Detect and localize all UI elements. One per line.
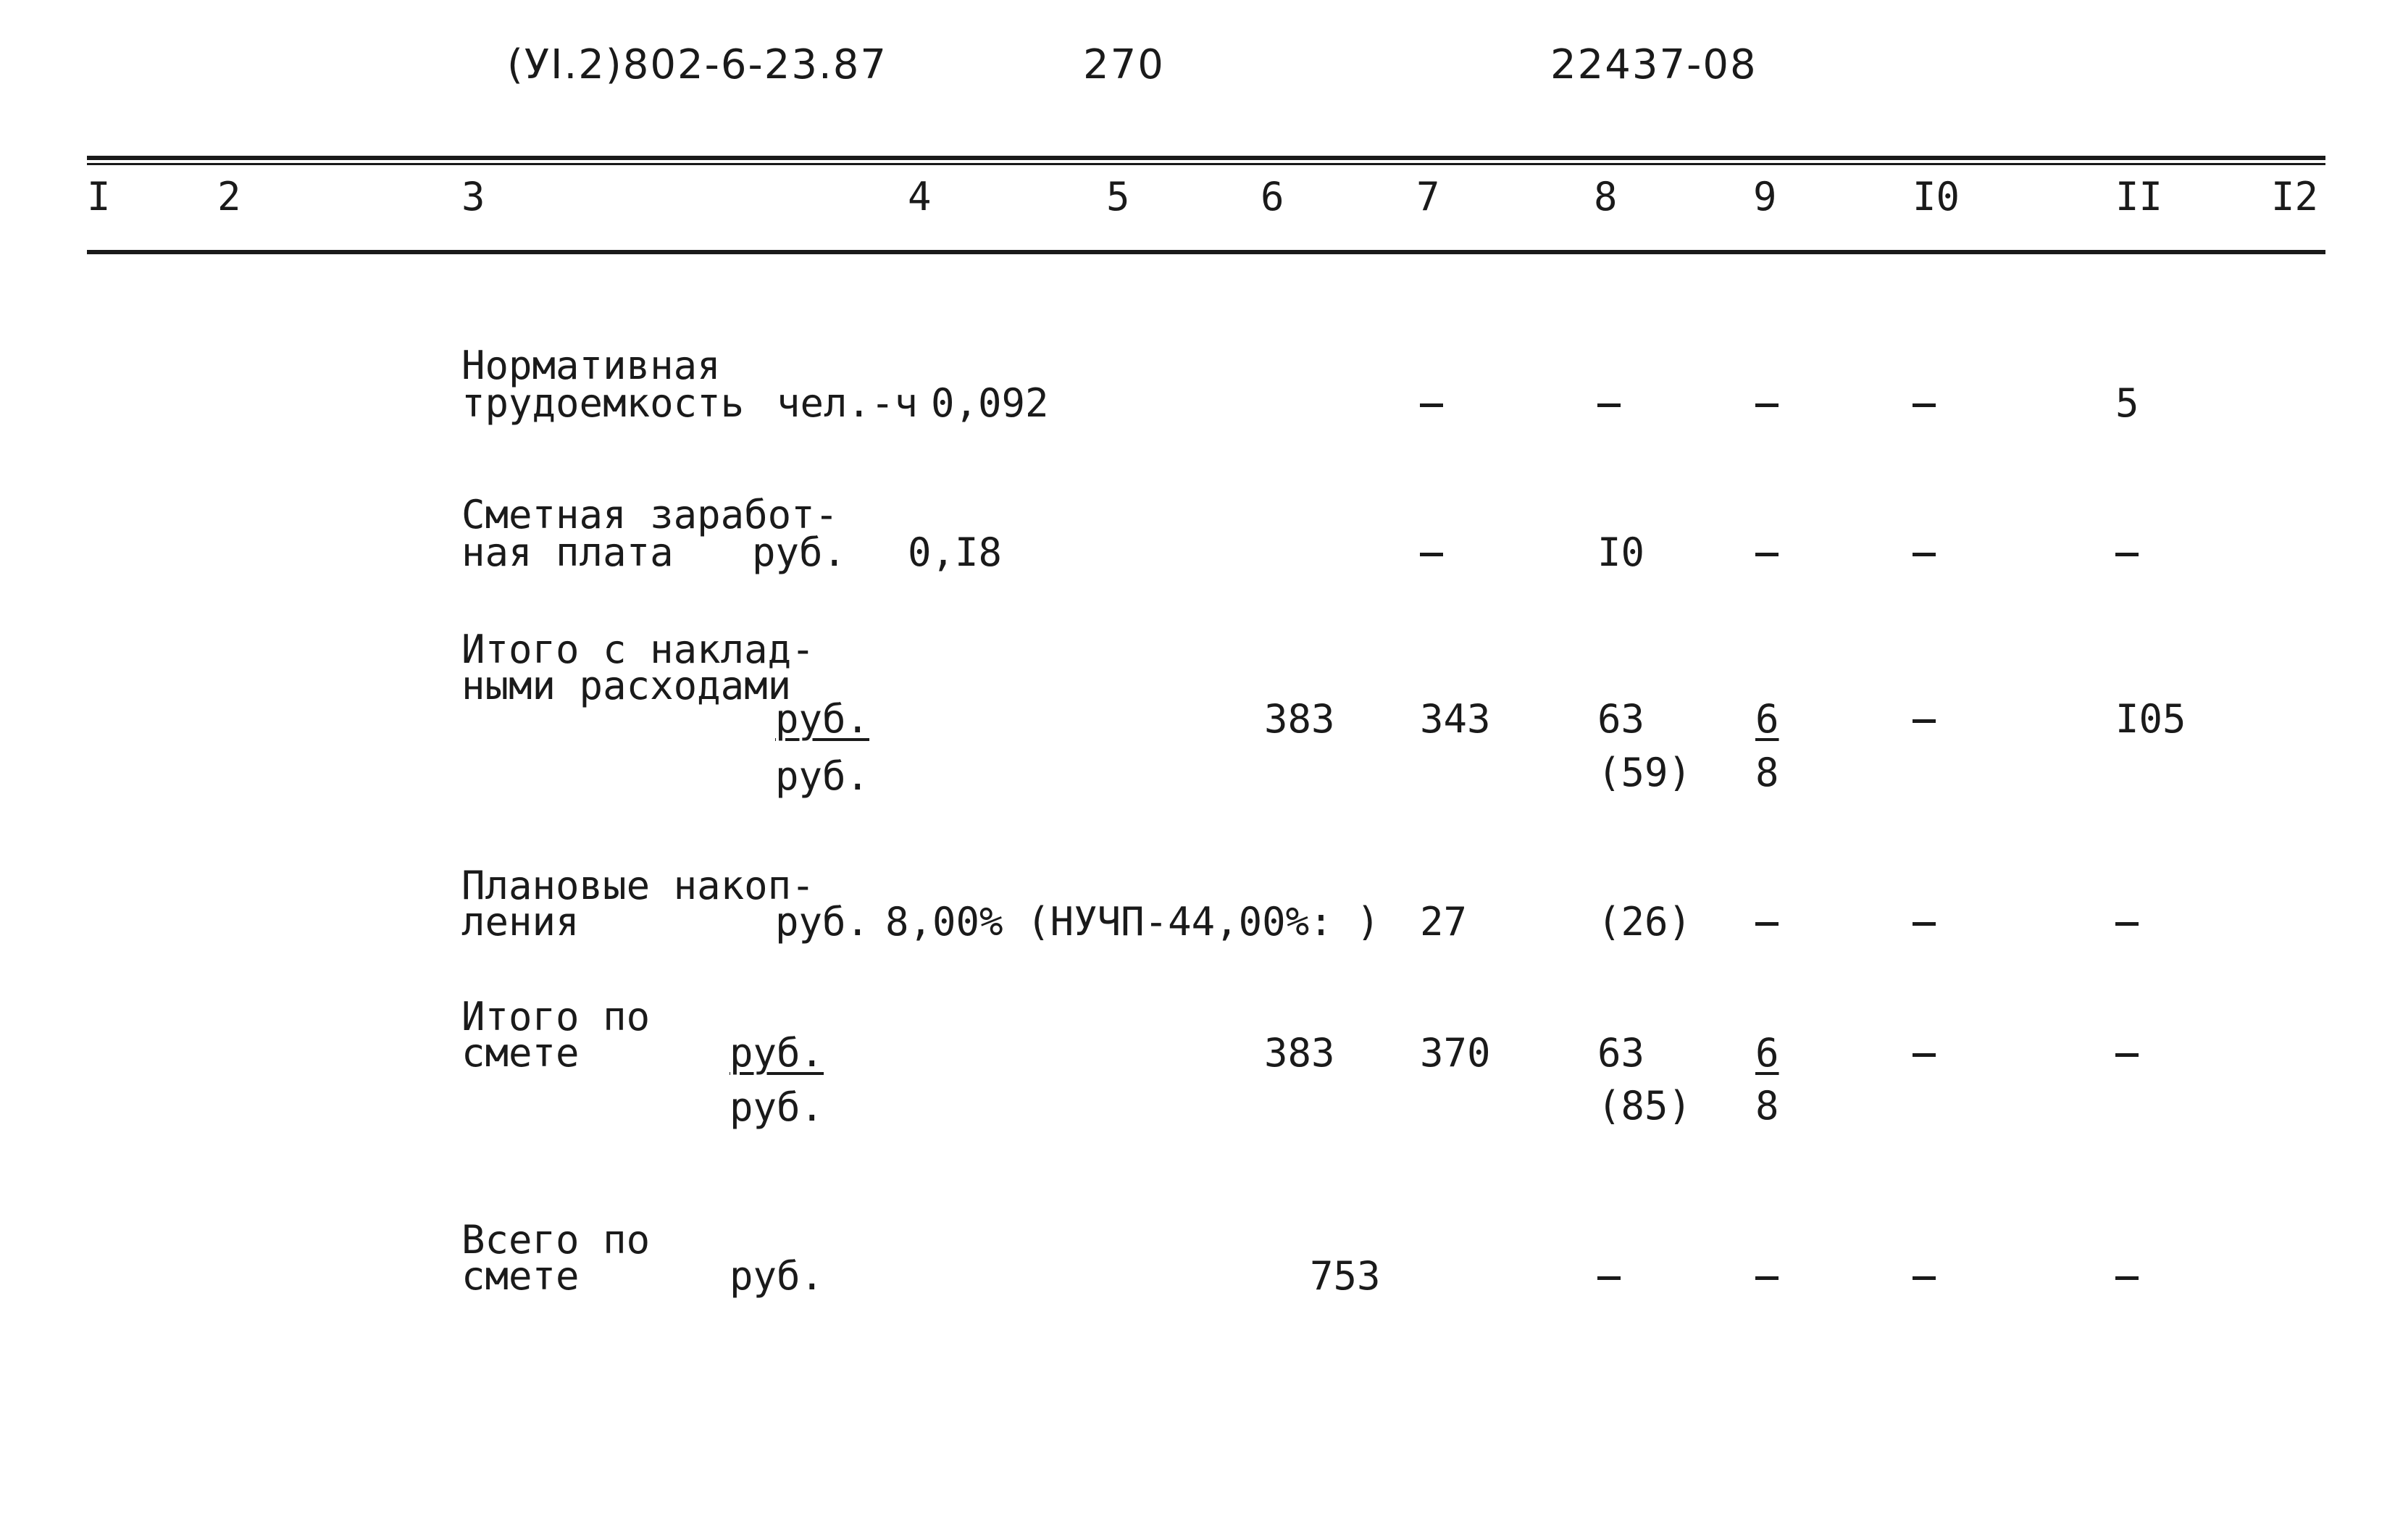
overhead-col9-bottom: 8 (1755, 750, 1779, 795)
overhead-col8-bottom: (59) (1597, 750, 1692, 795)
planned-col9-dash (1755, 922, 1779, 926)
planned-col7: 27 (1420, 899, 1468, 945)
planned-col10-dash (1913, 922, 1936, 926)
labor-unit: чел.-ч (777, 380, 919, 426)
estimate-total-col9-bottom: 8 (1755, 1083, 1779, 1129)
grand-total-label-line1: Всего по (461, 1217, 651, 1263)
estimate-total-col7: 370 (1420, 1030, 1491, 1076)
estimate-total-col8-bottom: (85) (1597, 1083, 1692, 1129)
estimate-total-label-line1: Итого по (461, 994, 651, 1039)
wages-col8: I0 (1597, 530, 1645, 575)
wages-value: 0,I8 (908, 530, 1003, 575)
labor-value: 0,092 (931, 380, 1049, 426)
planned-label-line2: ления (461, 899, 580, 945)
top-rule (87, 156, 2325, 160)
estimate-total-col8-top: 63 (1597, 1030, 1645, 1076)
column-header-4: 4 (908, 174, 932, 219)
labor-col9-dash (1755, 403, 1779, 407)
grand-total-col11-dash (2115, 1276, 2139, 1280)
estimate-total-col9-top: 6 (1755, 1030, 1779, 1076)
header-bottom-rule (87, 250, 2325, 254)
estimate-total-label-line2: смете (461, 1030, 580, 1076)
overhead-col7: 343 (1420, 696, 1491, 742)
planned-rate: 8,00% (НУЧП-44,00%: ) (885, 899, 1380, 945)
column-header-9: 9 (1753, 174, 1777, 219)
grand-total-label-line2: смете (461, 1253, 580, 1299)
estimate-total-col10-dash (1913, 1053, 1936, 1057)
estimate-total-unit-top: руб. (730, 1030, 824, 1076)
grand-total-col9-dash (1755, 1276, 1779, 1280)
wages-col9-dash (1755, 553, 1779, 556)
overhead-label-line1: Итого с наклад- (461, 627, 815, 672)
column-header-12: I2 (2271, 174, 2319, 219)
column-header-7: 7 (1416, 174, 1440, 219)
column-header-10: I0 (1913, 174, 1960, 219)
planned-col8: (26) (1597, 899, 1692, 945)
overhead-col6: 383 (1264, 696, 1335, 742)
wages-col11-dash (2115, 553, 2139, 556)
labor-label-line1: Нормативная (461, 343, 721, 388)
wages-label-line2: ная плата (461, 530, 674, 575)
top-rule-inner (87, 163, 2325, 165)
wages-col7-dash (1420, 553, 1443, 556)
page-number: 270 (1083, 41, 1165, 88)
column-header-11: II (2115, 174, 2163, 219)
overhead-unit-bottom: руб. (775, 753, 870, 799)
labor-col8-dash (1597, 403, 1621, 407)
labor-label-line2: трудоемкость (461, 380, 745, 426)
overhead-col11: I05 (2115, 696, 2186, 742)
grand-total-value: 753 (1310, 1253, 1381, 1299)
column-header-3: 3 (461, 174, 485, 219)
labor-col10-dash (1913, 403, 1936, 407)
wages-unit: руб. (752, 530, 847, 575)
sheet-code: 22437-08 (1550, 41, 1757, 88)
column-header-8: 8 (1594, 174, 1618, 219)
planned-unit: руб. (775, 899, 870, 945)
estimate-total-col11-dash (2115, 1053, 2139, 1057)
document-code: (УI.2)802-6-23.87 (507, 41, 888, 88)
column-header-2: 2 (217, 174, 241, 219)
overhead-col8-top: 63 (1597, 696, 1645, 742)
estimate-total-col6: 383 (1264, 1030, 1335, 1076)
planned-label-line1: Плановые накоп- (461, 863, 815, 908)
planned-col11-dash (2115, 922, 2139, 926)
wages-col10-dash (1913, 553, 1936, 556)
grand-total-col10-dash (1913, 1276, 1936, 1280)
column-header-5: 5 (1106, 174, 1130, 219)
grand-total-col8-dash (1597, 1276, 1621, 1280)
overhead-label-line2: ными расходами (461, 663, 792, 708)
column-header-1: I (87, 174, 111, 219)
overhead-col10-dash (1913, 719, 1936, 723)
column-header-6: 6 (1261, 174, 1284, 219)
overhead-col9-top: 6 (1755, 696, 1779, 742)
overhead-unit-top: руб. (775, 696, 870, 742)
labor-col11: 5 (2115, 380, 2139, 426)
estimate-total-unit-bottom: руб. (730, 1084, 824, 1130)
grand-total-unit: руб. (730, 1253, 824, 1299)
labor-col7-dash (1420, 403, 1443, 407)
wages-label-line1: Сметная заработ- (461, 492, 839, 537)
